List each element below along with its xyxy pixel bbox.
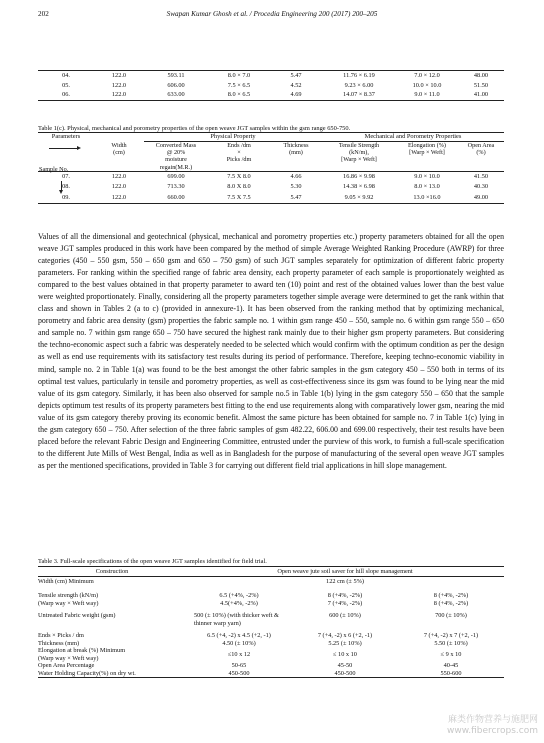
table-row: 07. 122.0 699.00 7.5 X 8.0 4.66 16.86 × 9.98 9.0 × 10.0 41.50 — [38, 171, 504, 182]
down-arrow-icon — [61, 181, 62, 191]
column-headers: Sample No. Width Converted Mass Ends /dm Thickness Tensile Strength Elongation (%) Open Area — [38, 142, 504, 150]
soil-saver-heading: Open weave jute soil saver for hill slope management — [186, 567, 504, 577]
table-group-header — [38, 133, 504, 142]
table-1c: Parameters Physical Property Mechanical and Porometry Properties Sample No. Width Converted Mass Ends /dm Thickness Tensile Strength Elongation (%) Open Area (cm) @ 20% × (mm) (kN/m), [Warp × Weft] (%) moisture Picks /dm [Warp × Weft] regain(M.R.) 07. 122.0 699.00 7.5 X 8.0 4.66 16.86 × 9.98 9.0 × 10.0 41.50 08. 122.0 713.30 8.0 X 8.0 5.30 14.38 × 6.98 8.0 × 13.0 40.30 09. 122.0 660.00 7.5 X 7.5 5.47 9.05 × 9.92 13.0 ×16.0 49.00 — [38, 132, 504, 204]
table-3-caption: Table 3. Full-scale specifications of the open weave JGT samples identified for field trial. — [38, 558, 267, 565]
parameters-heading: Parameters — [38, 133, 94, 142]
mechanical-porometry-heading: Mechanical and Porometry Properties — [322, 133, 504, 142]
running-header — [38, 10, 506, 22]
table-row: Width (cm) Minimum 122 cm (± 5%) — [38, 578, 364, 585]
table-row: 08. 122.0 713.30 8.0 X 8.0 5.30 14.38 × 6.98 8.0 × 13.0 40.30 — [62, 183, 489, 191]
table-row: Untreated Fabric weight (gsm) 500 (± 10%) (with thicker weft & 600 (± 10%) 700 (± 10%) — [38, 612, 467, 619]
table-row: Ends × Picks / dm 6.5 (+4, -2) x 4.5 (+2, -1) 7 (+4, -2) x 6 (+2, -1) 7 (+4, -2) x 7 (+2, -1) — [38, 632, 479, 639]
site-watermark: 麻类作物营养与施肥网 www.fibercrops.com — [447, 715, 538, 736]
table-row: Thickness (mm) 4.50 (± 10%) 5.25 (± 10%) 5.50 (± 10%) — [38, 639, 468, 647]
construction-heading: Construction — [38, 567, 186, 577]
table-row: Open Area Percentage 50-65 45-50 40-45 — [38, 662, 459, 669]
right-arrow-icon — [49, 148, 79, 149]
journal-citation: Swapan Kumar Ghosh et al. / Procedia Engineering 200 (2017) 200–205 — [166, 10, 378, 18]
table-row: 05. 122.0 606.00 7.5 × 6.5 4.52 9.23 × 6.00 10.0 × 10.0 51.50 — [62, 81, 489, 89]
table-row: Water Holding Capacity(%) on dry wt. 450-500 450-500 550-600 — [38, 670, 504, 678]
sample-no-header: Sample No. — [38, 142, 94, 172]
table-row: 04. 122.0 593.11 8.0 × 7.0 5.47 11.76 × 6.19 7.0 × 12.0 48.00 — [38, 71, 504, 81]
physical-property-heading: Physical Property — [144, 133, 322, 142]
table-header — [38, 567, 504, 577]
table-3: Construction Open weave jute soil saver for hill slope management Width (cm) Minimum 122 cm (± 5%) Tensile strength (kN/m) 6.5 (+4%, -2%) 8 (+4%, -2%) 8 (+4%, -2%) (Warp way × Weft way) 4.5(+4%, -2%) 7 (+4%, -2%) 8 (+4%, -2%) Untreated Fabric weight (gsm) 500 (± 10%) (with thicker weft & 600 (± 10%) 700 (± 10%) thinner warp yarn) Ends × Picks / dm 6.5 (+4, -2) x 4.5 (+2, -1) 7 (+4, -2) x 6 (+2, -1) 7 (+4, -2) x 7 (+2, -1) Thickness (mm) 4.50 (± 10%) 5.25 (± 10%) 5.50 (± 10%) Elongation at break (%) Minimum ≤10 x 12 ≤ 10 x 10 ≤ 9 x 10 (Warp way × Weft way) Open Area Percentage 50-65 45-50 40-45 Water Holding Capacity(%) on dry wt. 450-500 450-500 550-600 — [38, 566, 504, 678]
table-1b-continuation — [38, 70, 504, 101]
page-number: 202 — [38, 10, 49, 18]
table-row: 06. 122.0 633.00 8.0 × 6.5 4.69 14.07 × 8.37 9.0 × 11.0 41.00 — [38, 90, 504, 100]
table-row: Elongation at break (%) Minimum ≤10 x 12 ≤ 10 x 10 ≤ 9 x 10 — [38, 647, 462, 658]
body-paragraph: Values of all the dimensional and geotechnical (physical, mechanical and porometry properties etc.) property parameters obtained for all the open weave JGT samples produced in this work have been compared by the method of simple Average Weighted Ranking Procedure (AWRP) for three categories (450 – 550 gsm, 550 – 650 gsm and 650 – 750 gsm) of such JGT samples separately for optimization of different fabric property parameters. For ranking within the specified range of fabric area density, each property parameter of each sample is proportionately weighted as compared to the best values obtained in that property parameter to award ten (10) point and rest of the obtained values lower than the best value were weighted proportionately. Finally, considering all the property parameters together simple average were determined to get the rank within that class and shown in Tables 2 (a to c) (provided in annexure-1). It has been observed from the ranking method that by optimizing mechanical, porometry and fabric area density (gsm) properties the fabric sample no. 1 within gsm range 450 – 550, sample no. 6 within gsm range 550 – 650 and sample no. 7 within gsm range 650 – 750 have secured the highest rank mainly due to their higher gsm property parameters. But considering the techno-economic aspect such a fabric was desperately needed to be selected which would confirm with the optimum condition as per the design as well as end use requirements with its satisfactory test results during its period of performance. Therefore, keeping techno-economic viability in mind, sample no. 2 in Table 1(a) was found to be the best amongst the other fabric samples in the gsm category 450 – 550 both in terms of its optimal test values, particularly in tensile and porometry properties, as well as cost-effectiveness since its gsm was found to be lying near the mid value of its gsm category. Similarly, it has been also observed for sample no.5 in Table 1(b) lying in the gsm category 550 – 650 that the sample depicts optimum test results of its property parameters best fitting to the end use requirements along with comparatively lower gsm, nearing the mid value of its gsm category thereby proving its economic benefit. Almost the same picture has been obtained for sample no. 7 in Table 1(c) lying in the gsm category 650 – 750. After selection of the three fabric samples of gsm 482.22, 606.00 and 699.00 respectively, their test results have been placed before the relevant Fabric Design and Engineering Committee, entrusted under the purview of this work, to furnish a full-scale specification to the different Jute Mills of West Bengal, India as well as in Bangladesh for the purpose of manufacturing of the several open weave JGT samples as per the mentioned specifications, provided in Table 3 for carrying out different field trial applications in hill slope management. — [38, 232, 504, 470]
table-row: 09. 122.0 660.00 7.5 X 7.5 5.47 9.05 × 9.92 13.0 ×16.0 49.00 — [38, 193, 504, 204]
table-1c-caption: Table 1(c). Physical, mechanical and porometry properties of the open weave JGT samples within the gsm range 650-750. — [38, 125, 351, 132]
table-row: Tensile strength (kN/m) 6.5 (+4%, -2%) 8 (+4%, -2%) 8 (+4%, -2%) — [38, 592, 469, 599]
